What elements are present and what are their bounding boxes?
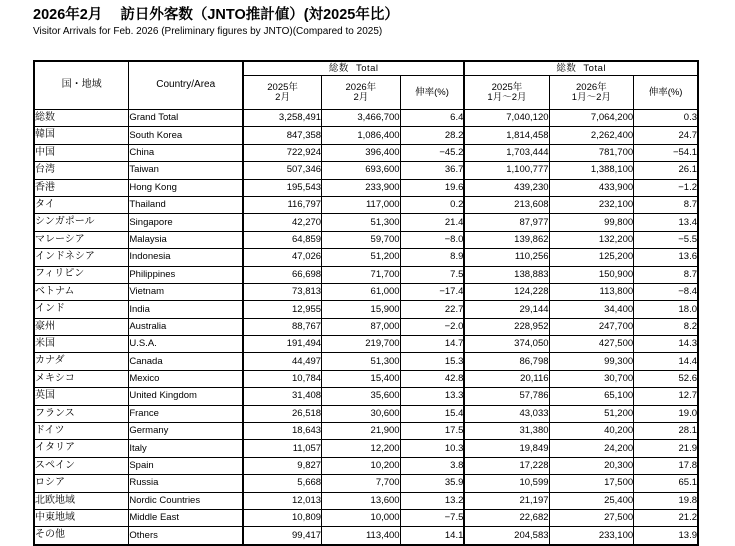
cell-cumulative-rate: 17.8	[634, 457, 698, 474]
cell-country-en: Indonesia	[129, 249, 243, 266]
cell-feb-2026: 30,600	[322, 405, 401, 422]
cell-cumulative-rate: 26.1	[634, 162, 698, 179]
cell-feb-2025: 116,797	[243, 196, 322, 213]
column-header-cumulative-2025: 2025年 1月～2月	[464, 76, 549, 110]
cell-monthly-rate: 21.4	[400, 214, 464, 231]
cell-cumulative-2025: 374,050	[464, 336, 549, 353]
cell-feb-2026: 15,400	[322, 370, 401, 387]
cell-region-jp: メキシコ	[34, 370, 129, 387]
cell-monthly-rate: −7.5	[400, 509, 464, 526]
cell-cumulative-2026: 427,500	[549, 336, 634, 353]
cell-cumulative-2026: 433,900	[549, 179, 634, 196]
cell-cumulative-2025: 19,849	[464, 440, 549, 457]
table-row	[34, 318, 698, 335]
cell-cumulative-2025: 87,977	[464, 214, 549, 231]
cell-region-jp: 英国	[34, 388, 129, 405]
cell-monthly-rate: 22.7	[400, 301, 464, 318]
table-row	[34, 249, 698, 266]
table-row	[34, 214, 698, 231]
cell-country-en: United Kingdom	[129, 388, 243, 405]
column-group-header-cumulative-total: 総数 Total	[464, 61, 698, 76]
table-header	[34, 61, 698, 110]
cell-monthly-rate: 28.2	[400, 127, 464, 144]
cell-cumulative-rate: 13.4	[634, 214, 698, 231]
cell-cumulative-2025: 1,814,458	[464, 127, 549, 144]
cell-region-jp: ロシア	[34, 475, 129, 492]
cell-region-jp: カナダ	[34, 353, 129, 370]
table-row	[34, 144, 698, 161]
cell-cumulative-2026: 30,700	[549, 370, 634, 387]
cell-region-jp: タイ	[34, 196, 129, 213]
cell-country-en: Mexico	[129, 370, 243, 387]
cell-feb-2026: 396,400	[322, 144, 401, 161]
cell-feb-2026: 117,000	[322, 196, 401, 213]
table-row	[34, 527, 698, 545]
cell-cumulative-2025: 138,883	[464, 266, 549, 283]
cell-cumulative-rate: 19.0	[634, 405, 698, 422]
cell-cumulative-2026: 132,200	[549, 231, 634, 248]
cell-country-en: Vietnam	[129, 283, 243, 300]
cell-feb-2026: 13,600	[322, 492, 401, 509]
table-row	[34, 283, 698, 300]
cell-cumulative-2025: 139,862	[464, 231, 549, 248]
cell-cumulative-rate: 18.0	[634, 301, 698, 318]
cell-country-en: South Korea	[129, 127, 243, 144]
cell-country-en: Canada	[129, 353, 243, 370]
cell-cumulative-2025: 439,230	[464, 179, 549, 196]
cell-cumulative-2026: 247,700	[549, 318, 634, 335]
cell-cumulative-rate: 8.7	[634, 196, 698, 213]
cell-cumulative-2025: 43,033	[464, 405, 549, 422]
cell-monthly-rate: 7.5	[400, 266, 464, 283]
cell-region-jp: ドイツ	[34, 423, 129, 440]
cell-country-en: Middle East	[129, 509, 243, 526]
table-row	[34, 179, 698, 196]
cell-monthly-rate: 10.3	[400, 440, 464, 457]
cell-cumulative-rate: −8.4	[634, 283, 698, 300]
cell-cumulative-2025: 31,380	[464, 423, 549, 440]
cell-cumulative-2025: 7,040,120	[464, 110, 549, 127]
cell-country-en: Singapore	[129, 214, 243, 231]
cell-feb-2026: 10,200	[322, 457, 401, 474]
cell-cumulative-2026: 232,100	[549, 196, 634, 213]
cell-monthly-rate: −8.0	[400, 231, 464, 248]
cell-monthly-rate: 19.6	[400, 179, 464, 196]
cell-monthly-rate: 17.5	[400, 423, 464, 440]
table-row	[34, 440, 698, 457]
cell-monthly-rate: 13.3	[400, 388, 464, 405]
cell-country-en: Thailand	[129, 196, 243, 213]
cell-cumulative-rate: 65.1	[634, 475, 698, 492]
cell-feb-2026: 219,700	[322, 336, 401, 353]
cell-country-en: Nordic Countries	[129, 492, 243, 509]
cell-feb-2025: 12,955	[243, 301, 322, 318]
cell-feb-2025: 10,809	[243, 509, 322, 526]
cell-monthly-rate: 36.7	[400, 162, 464, 179]
cell-feb-2026: 51,300	[322, 214, 401, 231]
cell-monthly-rate: 42.8	[400, 370, 464, 387]
cell-feb-2025: 47,026	[243, 249, 322, 266]
cell-monthly-rate: 6.4	[400, 110, 464, 127]
cell-cumulative-2026: 17,500	[549, 475, 634, 492]
cell-monthly-rate: 13.2	[400, 492, 464, 509]
cell-cumulative-2026: 2,262,400	[549, 127, 634, 144]
cell-cumulative-rate: 13.9	[634, 527, 698, 545]
cell-country-en: Italy	[129, 440, 243, 457]
cell-feb-2025: 722,924	[243, 144, 322, 161]
cell-feb-2026: 693,600	[322, 162, 401, 179]
cell-cumulative-rate: 8.7	[634, 266, 698, 283]
cell-cumulative-2025: 86,798	[464, 353, 549, 370]
cell-feb-2025: 10,784	[243, 370, 322, 387]
table-row	[34, 336, 698, 353]
cell-monthly-rate: −17.4	[400, 283, 464, 300]
cell-feb-2025: 99,417	[243, 527, 322, 545]
title-block	[33, 6, 713, 39]
cell-cumulative-2025: 1,703,444	[464, 144, 549, 161]
table-row	[34, 266, 698, 283]
cell-region-jp: 北欧地域	[34, 492, 129, 509]
cell-cumulative-rate: −1.2	[634, 179, 698, 196]
table-row	[34, 127, 698, 144]
cell-region-jp: 香港	[34, 179, 129, 196]
cell-feb-2026: 233,900	[322, 179, 401, 196]
cell-country-en: Germany	[129, 423, 243, 440]
cell-feb-2025: 31,408	[243, 388, 322, 405]
cell-cumulative-2026: 65,100	[549, 388, 634, 405]
cell-feb-2025: 9,827	[243, 457, 322, 474]
cell-cumulative-2026: 51,200	[549, 405, 634, 422]
cell-cumulative-rate: 24.7	[634, 127, 698, 144]
cell-feb-2026: 35,600	[322, 388, 401, 405]
cell-feb-2026: 1,086,400	[322, 127, 401, 144]
cell-cumulative-2026: 20,300	[549, 457, 634, 474]
cell-region-jp: シンガポール	[34, 214, 129, 231]
table-row	[34, 492, 698, 509]
cell-feb-2026: 21,900	[322, 423, 401, 440]
cell-cumulative-2025: 110,256	[464, 249, 549, 266]
cell-region-jp: 中東地域	[34, 509, 129, 526]
cell-country-en: Philippines	[129, 266, 243, 283]
column-group-header-monthly-total: 総数 Total	[243, 61, 464, 76]
cell-feb-2025: 18,643	[243, 423, 322, 440]
cell-cumulative-2026: 25,400	[549, 492, 634, 509]
cell-region-jp: マレーシア	[34, 231, 129, 248]
cell-country-en: Others	[129, 527, 243, 545]
cell-cumulative-rate: 21.2	[634, 509, 698, 526]
cell-cumulative-2026: 233,100	[549, 527, 634, 545]
column-header-region: 国・地域	[34, 61, 129, 110]
cell-cumulative-rate: 19.8	[634, 492, 698, 509]
cell-cumulative-2026: 99,800	[549, 214, 634, 231]
cell-cumulative-2026: 781,700	[549, 144, 634, 161]
cell-cumulative-rate: 12.7	[634, 388, 698, 405]
cell-feb-2026: 61,000	[322, 283, 401, 300]
cell-feb-2025: 5,668	[243, 475, 322, 492]
cell-monthly-rate: 3.8	[400, 457, 464, 474]
cell-region-jp: 米国	[34, 336, 129, 353]
cell-cumulative-2025: 1,100,777	[464, 162, 549, 179]
cell-region-jp: インドネシア	[34, 249, 129, 266]
visitor-arrivals-table	[33, 60, 699, 546]
cell-region-jp: フランス	[34, 405, 129, 422]
cell-feb-2025: 26,518	[243, 405, 322, 422]
table-row	[34, 353, 698, 370]
cell-monthly-rate: 8.9	[400, 249, 464, 266]
cell-region-jp: イタリア	[34, 440, 129, 457]
cell-cumulative-2025: 228,952	[464, 318, 549, 335]
cell-region-jp: その他	[34, 527, 129, 545]
column-header-country: Country/Area	[129, 61, 243, 110]
cell-cumulative-2026: 40,200	[549, 423, 634, 440]
cell-feb-2025: 191,494	[243, 336, 322, 353]
title-period: 2026年2月	[33, 7, 103, 23]
cell-country-en: Russia	[129, 475, 243, 492]
page-subtitle: Visitor Arrivals for Feb. 2026 (Preliminary figures by JNTO)(Compared to 2025)	[33, 26, 383, 37]
cell-cumulative-rate: 0.3	[634, 110, 698, 127]
cell-cumulative-rate: 52.6	[634, 370, 698, 387]
cell-feb-2025: 3,258,491	[243, 110, 322, 127]
cell-country-en: Malaysia	[129, 231, 243, 248]
cell-feb-2026: 15,900	[322, 301, 401, 318]
column-header-feb-2026: 2026年 2月	[322, 76, 401, 110]
cell-feb-2026: 10,000	[322, 509, 401, 526]
table-row	[34, 301, 698, 318]
cell-feb-2025: 88,767	[243, 318, 322, 335]
cell-cumulative-2025: 29,144	[464, 301, 549, 318]
column-header-cumulative-growth-rate: 伸率(%)	[634, 76, 698, 110]
table-row	[34, 509, 698, 526]
cell-cumulative-2026: 150,900	[549, 266, 634, 283]
table-row	[34, 231, 698, 248]
table-row	[34, 110, 698, 127]
cell-country-en: Australia	[129, 318, 243, 335]
table-row	[34, 457, 698, 474]
cell-feb-2025: 12,013	[243, 492, 322, 509]
cell-feb-2026: 51,300	[322, 353, 401, 370]
cell-cumulative-rate: 21.9	[634, 440, 698, 457]
column-header-monthly-growth-rate: 伸率(%)	[400, 76, 464, 110]
title-subject: 訪日外客数（JNTO推計値）(対2025年比）	[120, 7, 399, 23]
cell-monthly-rate: 15.3	[400, 353, 464, 370]
cell-cumulative-2026: 125,200	[549, 249, 634, 266]
cell-region-jp: 韓国	[34, 127, 129, 144]
cell-monthly-rate: −2.0	[400, 318, 464, 335]
cell-cumulative-2025: 213,608	[464, 196, 549, 213]
cell-region-jp: 豪州	[34, 318, 129, 335]
cell-country-en: China	[129, 144, 243, 161]
cell-feb-2025: 64,859	[243, 231, 322, 248]
cell-cumulative-2025: 22,682	[464, 509, 549, 526]
cell-feb-2026: 113,400	[322, 527, 401, 545]
table-row	[34, 475, 698, 492]
table-row	[34, 196, 698, 213]
cell-feb-2025: 42,270	[243, 214, 322, 231]
cell-cumulative-2026: 27,500	[549, 509, 634, 526]
cell-cumulative-2026: 99,300	[549, 353, 634, 370]
cell-feb-2026: 87,000	[322, 318, 401, 335]
cell-cumulative-rate: −5.5	[634, 231, 698, 248]
cell-monthly-rate: −45.2	[400, 144, 464, 161]
cell-feb-2026: 71,700	[322, 266, 401, 283]
cell-country-en: India	[129, 301, 243, 318]
cell-cumulative-2025: 10,599	[464, 475, 549, 492]
cell-feb-2026: 3,466,700	[322, 110, 401, 127]
cell-cumulative-2026: 7,064,200	[549, 110, 634, 127]
cell-region-jp: ベトナム	[34, 283, 129, 300]
cell-cumulative-rate: 8.2	[634, 318, 698, 335]
table-row	[34, 405, 698, 422]
cell-feb-2026: 59,700	[322, 231, 401, 248]
table-row	[34, 388, 698, 405]
cell-cumulative-2026: 34,400	[549, 301, 634, 318]
cell-cumulative-2026: 1,388,100	[549, 162, 634, 179]
page-title	[33, 6, 713, 24]
cell-cumulative-rate: 14.3	[634, 336, 698, 353]
cell-cumulative-rate: −54.1	[634, 144, 698, 161]
cell-feb-2025: 195,543	[243, 179, 322, 196]
cell-country-en: Spain	[129, 457, 243, 474]
cell-feb-2025: 847,358	[243, 127, 322, 144]
cell-feb-2025: 44,497	[243, 353, 322, 370]
cell-region-jp: 台湾	[34, 162, 129, 179]
cell-region-jp: スペイン	[34, 457, 129, 474]
cell-cumulative-2026: 24,200	[549, 440, 634, 457]
cell-feb-2026: 7,700	[322, 475, 401, 492]
cell-feb-2026: 51,200	[322, 249, 401, 266]
cell-country-en: Grand Total	[129, 110, 243, 127]
cell-cumulative-rate: 13.6	[634, 249, 698, 266]
cell-monthly-rate: 0.2	[400, 196, 464, 213]
cell-region-jp: 総数	[34, 110, 129, 127]
cell-feb-2025: 11,057	[243, 440, 322, 457]
cell-region-jp: インド	[34, 301, 129, 318]
column-header-cumulative-2026: 2026年 1月～2月	[549, 76, 634, 110]
cell-cumulative-2025: 204,583	[464, 527, 549, 545]
cell-feb-2025: 66,698	[243, 266, 322, 283]
table-row	[34, 162, 698, 179]
cell-cumulative-2025: 124,228	[464, 283, 549, 300]
column-header-feb-2025: 2025年 2月	[243, 76, 322, 110]
cell-country-en: Taiwan	[129, 162, 243, 179]
cell-feb-2025: 73,813	[243, 283, 322, 300]
cell-cumulative-2025: 21,197	[464, 492, 549, 509]
cell-cumulative-rate: 14.4	[634, 353, 698, 370]
cell-feb-2025: 507,346	[243, 162, 322, 179]
header-row-group	[34, 61, 698, 76]
table-row	[34, 370, 698, 387]
cell-monthly-rate: 15.4	[400, 405, 464, 422]
cell-monthly-rate: 35.9	[400, 475, 464, 492]
cell-country-en: Hong Kong	[129, 179, 243, 196]
table-row	[34, 423, 698, 440]
cell-monthly-rate: 14.7	[400, 336, 464, 353]
cell-cumulative-2025: 20,116	[464, 370, 549, 387]
cell-region-jp: 中国	[34, 144, 129, 161]
cell-cumulative-2025: 17,228	[464, 457, 549, 474]
cell-cumulative-rate: 28.1	[634, 423, 698, 440]
cell-monthly-rate: 14.1	[400, 527, 464, 545]
cell-cumulative-2026: 113,800	[549, 283, 634, 300]
cell-country-en: France	[129, 405, 243, 422]
cell-country-en: U.S.A.	[129, 336, 243, 353]
cell-region-jp: フィリピン	[34, 266, 129, 283]
cell-cumulative-2025: 57,786	[464, 388, 549, 405]
table-body	[34, 110, 698, 545]
cell-feb-2026: 12,200	[322, 440, 401, 457]
